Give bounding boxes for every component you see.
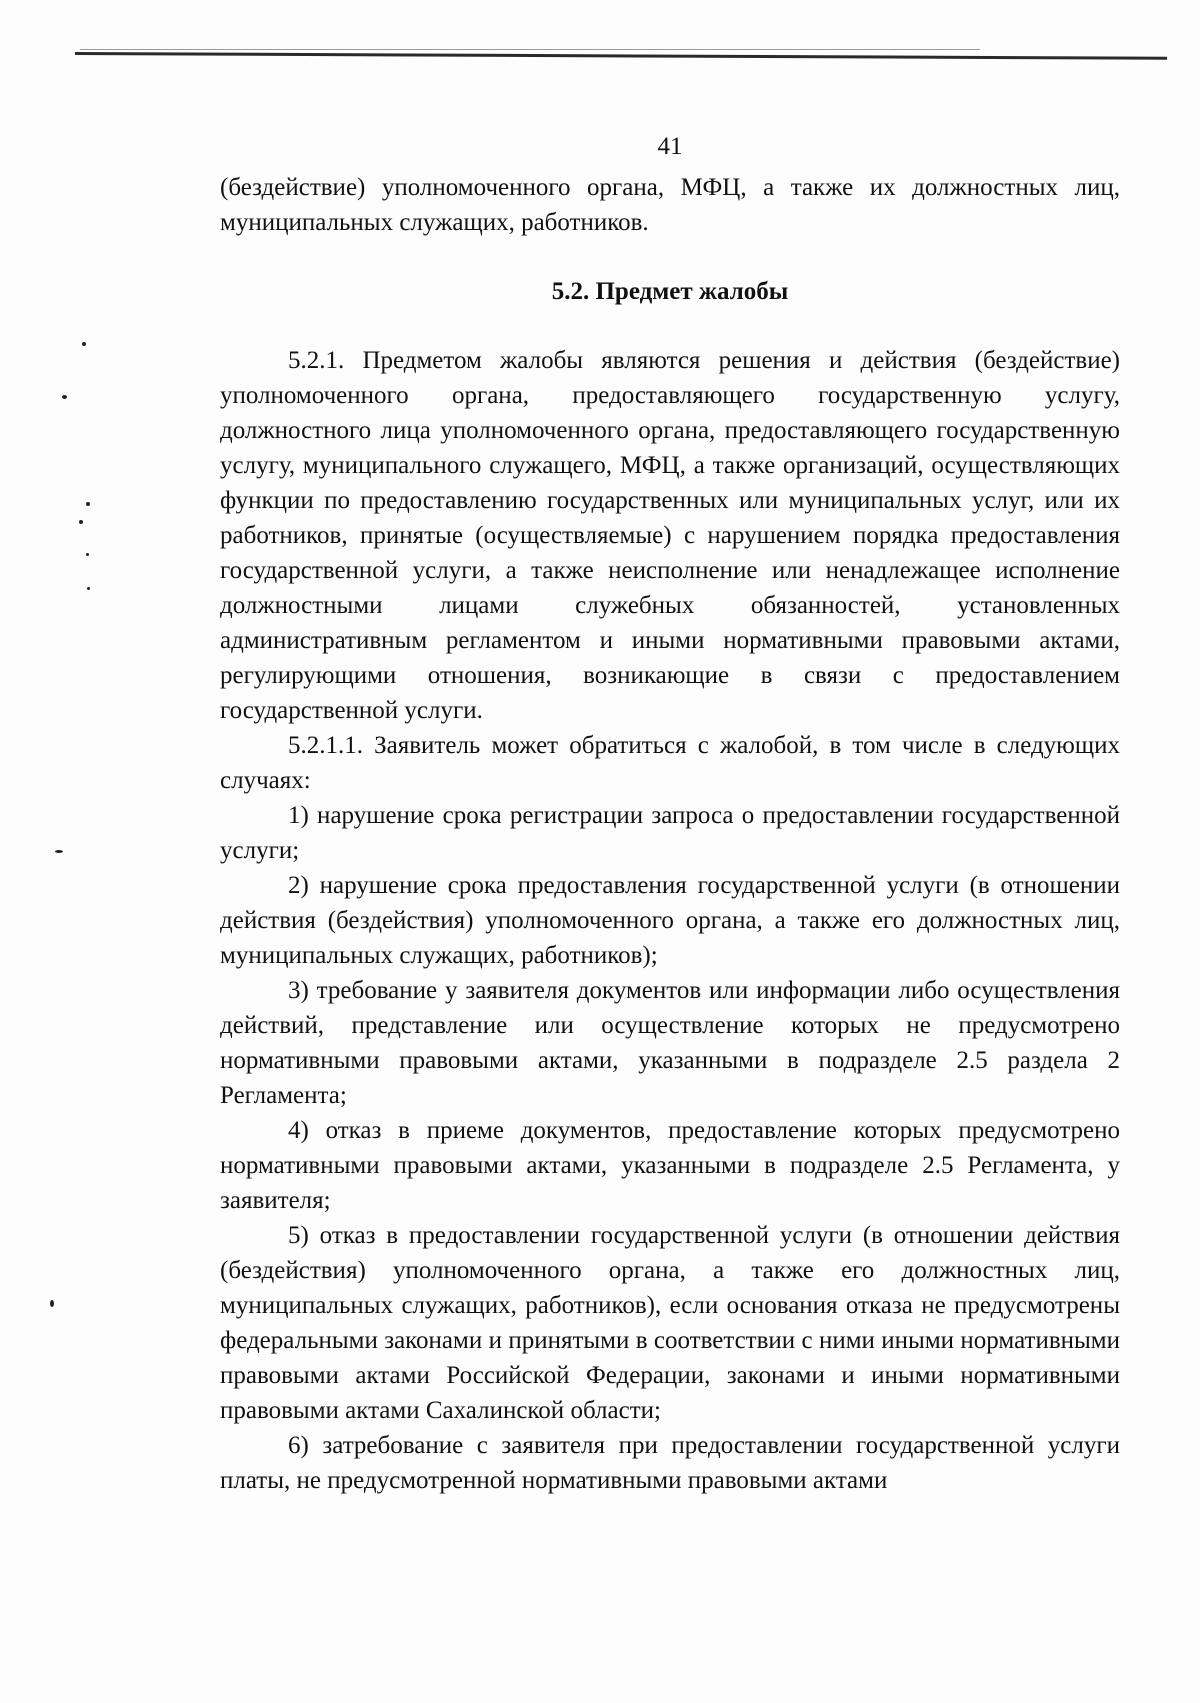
list-item-4: 4) отказ в приеме документов, предоставление которых предусмотрено нормативными правовыми актами, указанными в подразделе 2.5 Регламента, у заявителя; [220, 1117, 1120, 1214]
scan-speck [50, 1300, 54, 1307]
paragraph-5-2-1: 5.2.1. Предметом жалобы являются решения и действия (бездействие) уполномоченного органа, предоставляющего государственную услугу, должностного лица уполномоченного органа, предоставляющего государственную услугу, муниципального служащего, МФЦ, а также организаций, осуществляющих функции по предоставлению государственных или муниципальных услуг, или их работников, принятые (осуществляемые) с нарушением порядка предоставления государственной услуги, а также неисполнение или ненадлежащее исполнение должностными лицами служебных обязанностей, установленных административным регламентом и иными нормативными правовыми актами, регулирующими отношения, возникающие в связи с предоставлением государственной услуги. [220, 347, 1120, 724]
continuation-paragraph: (бездействие) уполномоченного органа, МФЦ, а также их должностных лиц, муниципальных служащих, работников. [220, 174, 1120, 236]
scan-speck [55, 850, 63, 853]
scan-speck [62, 395, 67, 399]
list-item-5: 5) отказ в предоставлении государственной услуги (в отношении действия (бездействия) уполномоченного органа, а также его должностных лиц, муниципальных служащих, работников), если основания отказа не предусмотрены федеральными законами и принятыми в соответствии с ними иными нормативными правовыми актами Российской Федерации, законами и иными нормативными правовыми актами Сахалинской области; [220, 1222, 1120, 1424]
scan-speck [87, 587, 90, 590]
top-rule-faint [80, 49, 980, 50]
page-number: 41 [657, 133, 683, 160]
scan-speck [86, 502, 90, 506]
scan-speck [86, 553, 89, 556]
scan-speck [79, 520, 83, 524]
scan-speck [82, 342, 86, 346]
paragraph-5-2-1-1: 5.2.1.1. Заявитель может обратиться с жалобой, в том числе в следующих случаях: [220, 732, 1120, 794]
list-item-3: 3) требование у заявителя документов или информации либо осуществления действий, представление или осуществление которых не предусмотрено нормативными правовыми актами, указанными в подразделе 2.5 раздела 2 Регламента; [220, 977, 1120, 1109]
top-rule [75, 52, 1167, 60]
section-title: 5.2. Предмет жалобы [551, 278, 789, 305]
list-item-6: 6) затребование с заявителя при предоставлении государственной услуги платы, не предусмотренной нормативными правовыми актами [220, 1432, 1120, 1494]
list-item-2: 2) нарушение срока предоставления государственной услуги (в отношении действия (бездействия) уполномоченного органа, а также его должностных лиц, муниципальных служащих, работников); [220, 872, 1120, 969]
list-item-1: 1) нарушение срока регистрации запроса о предоставлении государственной услуги; [220, 802, 1120, 864]
document-body [220, 170, 1120, 1498]
